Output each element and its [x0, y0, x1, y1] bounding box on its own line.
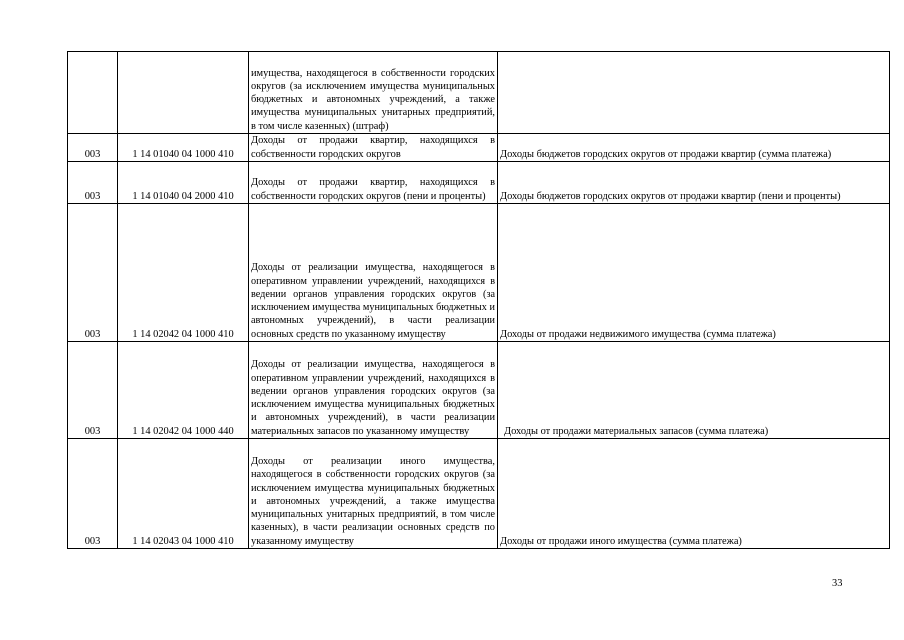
revenue-name-cell: Доходы от реализации имущества, находящегося в оперативном управлении учреждений, находящихся в ведении органов управления городских округов (за исключением имущества муниципальных бюджетных и автономных учреждений), в части реализации материальных запасов по указанному имуществу: [249, 342, 498, 439]
revenue-description-cell: [498, 52, 890, 134]
admin-code-cell: 003: [68, 439, 118, 549]
revenue-description-cell: Доходы бюджетов городских округов от продажи квартир (сумма платежа): [498, 134, 890, 162]
admin-code-cell: [68, 52, 118, 134]
table-row: [68, 162, 890, 204]
budget-code-cell: [118, 52, 249, 134]
revenue-name-cell: Доходы от продажи квартир, находящихся в собственности городских округов (пени и проценты): [249, 162, 498, 204]
table-row: [68, 439, 890, 549]
budget-code-cell: 1 14 02042 04 1000 410: [118, 204, 249, 342]
revenue-name-cell: Доходы от продажи квартир, находящихся в собственности городских округов: [249, 134, 498, 162]
admin-code-cell: 003: [68, 134, 118, 162]
budget-classification-table: [67, 51, 890, 549]
revenue-name-cell: Доходы от реализации иного имущества, находящегося в собственности городских округов (за исключением имущества муниципальных бюджетных и автономных учреждений, а также имущества муниципальных унитарных предприятий, в том числе казенных), в части реализации основных средств по указанному имуществу: [249, 439, 498, 549]
admin-code-cell: 003: [68, 342, 118, 439]
revenue-description-cell: Доходы бюджетов городских округов от продажи квартир (пени и проценты): [498, 162, 890, 204]
budget-code-cell: 1 14 01040 04 2000 410: [118, 162, 249, 204]
table-row: [68, 204, 890, 342]
budget-code-cell: 1 14 02043 04 1000 410: [118, 439, 249, 549]
table-row: [68, 52, 890, 134]
admin-code-cell: 003: [68, 204, 118, 342]
admin-code-cell: 003: [68, 162, 118, 204]
revenue-description-cell: Доходы от продажи материальных запасов (сумма платежа): [498, 342, 890, 439]
budget-code-cell: 1 14 01040 04 1000 410: [118, 134, 249, 162]
page-number: 33: [832, 578, 843, 589]
table-row: [68, 134, 890, 162]
revenue-description-cell: Доходы от продажи иного имущества (сумма платежа): [498, 439, 890, 549]
revenue-name-cell: Доходы от реализации имущества, находящегося в оперативном управлении учреждений, находящихся в ведении органов управления городских округов (за исключением имущества муниципальных бюджетных и автономных учреждений), в части реализации основных средств по указанному имуществу: [249, 204, 498, 342]
table-row: [68, 342, 890, 439]
revenue-description-cell: Доходы от продажи недвижимого имущества (сумма платежа): [498, 204, 890, 342]
budget-code-cell: 1 14 02042 04 1000 440: [118, 342, 249, 439]
revenue-name-cell: имущества, находящегося в собственности городских округов (за исключением имущества муниципальных бюджетных и автономных учреждений, а также имущества муниципальных унитарных предприятий, в том числе казенных) (штраф): [249, 52, 498, 134]
